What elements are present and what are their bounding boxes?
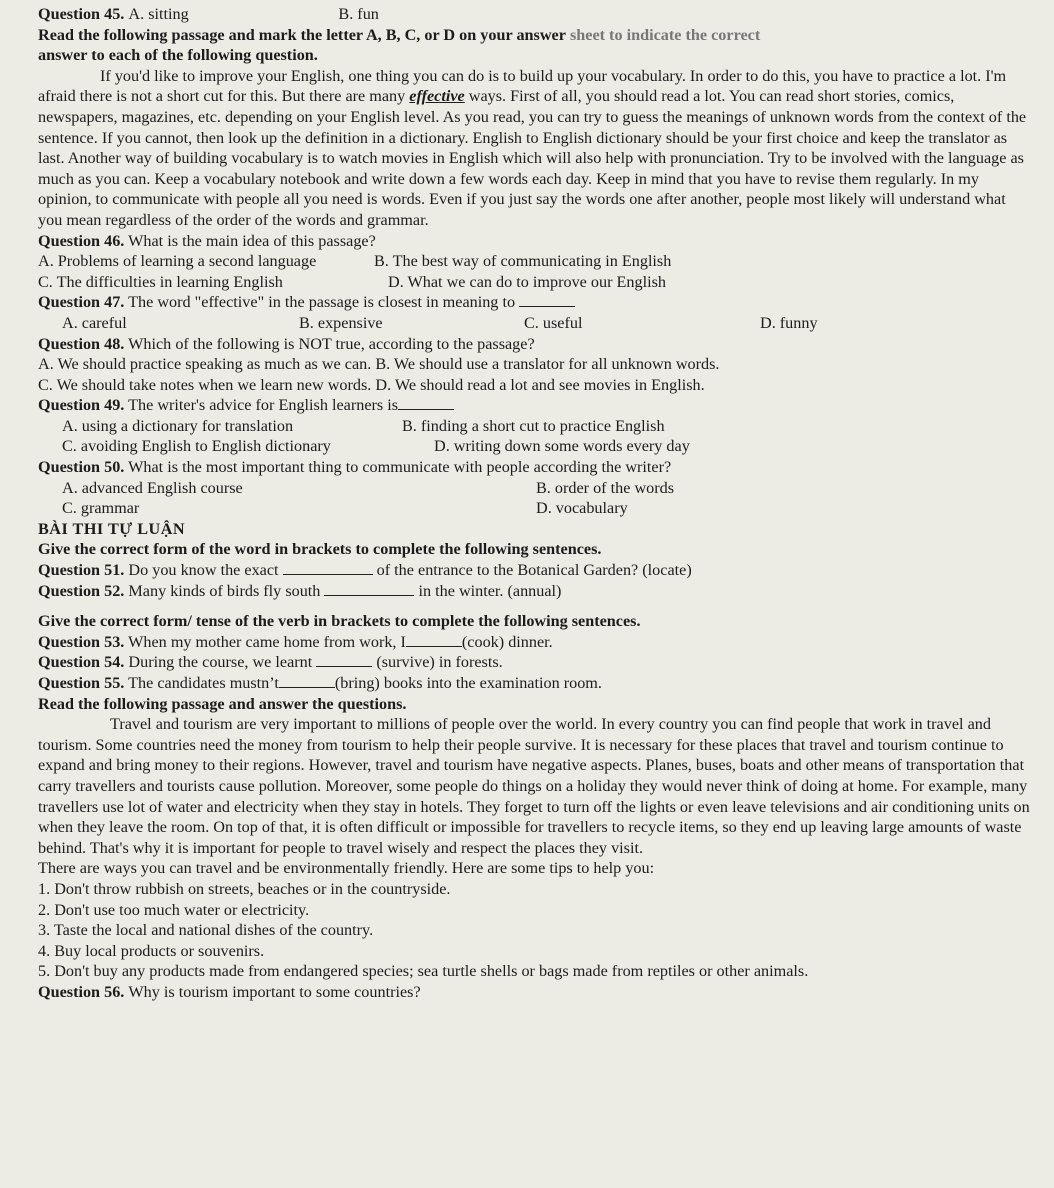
q46-options-1	[38, 251, 1030, 272]
q52	[38, 581, 1030, 602]
q52-label: Question 52.	[38, 581, 125, 600]
q54	[38, 652, 1030, 673]
q55-pre: The candidates mustn’t	[128, 674, 279, 692]
q45-option-a: A. sitting	[128, 5, 189, 23]
q50-option-b: B. order of the words	[536, 478, 675, 497]
q45-option-b: B. fun	[338, 5, 379, 23]
q47-text: The word "effective" in the passage is closest in meaning to	[128, 293, 516, 312]
q51-post: of the entrance to the Botanical Garden? (locate)	[376, 561, 692, 580]
q50-option-d: D. vocabulary	[536, 499, 628, 518]
q48-option-a: A. We should practice speaking as much as we can.	[38, 355, 372, 374]
reading2-paragraph-2: There are ways you can travel and be environmentally friendly. Here are some tips to help you:	[38, 859, 655, 878]
q52-answer-blank[interactable]	[324, 581, 414, 596]
keyword-effective: effective	[409, 87, 465, 106]
tip-item: 5. Don't buy any products made from endangered species; sea turtle shells or bags made from reptiles or other animals.	[38, 962, 809, 981]
tip-item: 3. Taste the local and national dishes of the country.	[38, 921, 374, 940]
q54-pre: During the course, we learnt	[128, 653, 313, 672]
q46-label: Question 46.	[38, 231, 125, 250]
reading1-passage	[38, 66, 1030, 231]
q51	[38, 560, 1030, 581]
q48-option-d: D. We should read a lot and see movies in English.	[375, 375, 705, 394]
q53-label: Question 53.	[38, 632, 125, 651]
q46-option-d: D. What we can do to improve our English	[388, 272, 666, 291]
q47-option-c: C. useful	[524, 313, 583, 332]
q56-text: Why is tourism important to some countries?	[128, 982, 421, 1001]
q49-text: The writer's advice for English learners is	[128, 396, 399, 415]
q49-option-a: A. using a dictionary for translation	[62, 416, 294, 435]
q54-answer-blank[interactable]	[316, 652, 372, 667]
reading1-instruction	[38, 25, 1030, 46]
q46-stem	[38, 231, 1030, 252]
q48-option-c: C. We should take notes when we learn new words.	[38, 375, 372, 394]
reading1-passage-rest: ways. First of all, you should read a lot. You can read short stories, comics, newspapers, magazines, etc. depending on your English level. As you read, you can try to guess the meanings of unknown words from the context of the sentence. If you cannot, then look up the definition in a dictionary. English to English dictionary should be your first choice and keep the translator as last. Another way of building vocabulary is to watch movies in English which will also help with pronunciation. Try to be involved with the language as much as you can. Keep a vocabulary notebook and write down a few words each day. Keep in mind that you have to revise them regularly. In my opinion, to communicate with people all you need is words. Even if you just say the words one after another, people most likely will understand what you mean regardless of the order of the words and grammar.	[38, 87, 1027, 229]
q47-option-a: A. careful	[62, 313, 127, 332]
tip-item: 1. Don't throw rubbish on streets, beaches or in the countryside.	[38, 879, 451, 898]
reading1-instr-tail: sheet to indicate the correct	[569, 25, 761, 44]
q48-label: Question 48.	[38, 334, 125, 353]
q45-label: Question 45.	[38, 5, 125, 23]
q55-post: (bring) books into the examination room.	[334, 674, 602, 692]
tip-item: 4. Buy local products or souvenirs.	[38, 941, 265, 960]
q50-option-a: A. advanced English course	[62, 478, 243, 497]
q50-option-c: C. grammar	[62, 499, 140, 518]
reading1-instruction-2: answer to each of the following question.	[38, 46, 318, 65]
reading2-instruction: Read the following passage and answer the questions.	[38, 694, 407, 713]
q49-option-b: B. finding a short cut to practice English	[402, 416, 665, 435]
q46-options-2	[38, 272, 1030, 293]
q54-post: (survive) in forests.	[376, 653, 503, 672]
q52-post: in the winter. (annual)	[418, 581, 562, 600]
q47-answer-blank[interactable]	[519, 292, 575, 307]
q49-option-c: C. avoiding English to English dictionary	[62, 437, 331, 456]
q46-text: What is the main idea of this passage?	[128, 231, 376, 250]
q51-label: Question 51.	[38, 561, 125, 580]
q50-stem	[38, 457, 1030, 478]
q55	[38, 673, 1030, 694]
q49-option-d: D. writing down some words every day	[434, 437, 690, 456]
q49-options-2	[38, 436, 1030, 457]
essay-instruction-2: Give the correct form/ tense of the verb in brackets to complete the following sentences.	[38, 612, 641, 631]
q53-post: (cook) dinner.	[461, 632, 553, 651]
q56-label: Question 56.	[38, 982, 125, 1001]
q46-option-c: C. The difficulties in learning English	[38, 272, 283, 291]
q50-options-2	[38, 498, 1030, 519]
essay-instruction-1: Give the correct form of the word in brackets to complete the following sentences.	[38, 540, 602, 559]
q56	[38, 982, 1030, 1003]
q49-label: Question 49.	[38, 396, 125, 415]
q47-stem	[38, 292, 1030, 313]
tip-item: 2. Don't use too much water or electricity.	[38, 900, 310, 919]
q51-answer-blank[interactable]	[283, 560, 373, 575]
q48-stem	[38, 334, 1030, 355]
q48-options-1	[38, 354, 1030, 375]
q52-pre: Many kinds of birds fly south	[128, 581, 321, 600]
q50-text: What is the most important thing to communicate with people according the writer?	[128, 458, 672, 477]
q50-label: Question 50.	[38, 458, 125, 477]
q46-option-a: A. Problems of learning a second language	[38, 252, 317, 271]
q53-pre: When my mother came home from work, I	[128, 632, 406, 651]
q47-options	[38, 313, 1030, 334]
q45-row	[38, 4, 1030, 25]
q49-answer-blank[interactable]	[398, 395, 454, 410]
q55-answer-blank[interactable]	[279, 673, 335, 688]
reading2-passage	[38, 714, 1030, 858]
q47-label: Question 47.	[38, 293, 125, 312]
q49-stem	[38, 395, 1030, 416]
q48-text: Which of the following is NOT true, according to the passage?	[128, 334, 535, 353]
essay-heading: BÀI THI TỰ LUẬN	[38, 519, 186, 538]
q47-option-b: B. expensive	[299, 313, 383, 332]
reading1-instr-lead: Read the following passage and mark the letter A, B, C, or D on your answer	[38, 25, 566, 44]
reading1-passage-start: If you'd like to improve your English, one thing you can do is to build up your vocabulary. In order to do this, you have to practice a lot. I'm afraid there is not a short cut for this. But there are many	[38, 66, 1007, 106]
q55-label: Question 55.	[38, 674, 125, 692]
q46-option-b: B. The best way of communicating in English	[374, 252, 672, 271]
q51-pre: Do you know the exact	[128, 561, 279, 580]
q47-option-d: D. funny	[760, 313, 818, 332]
q54-label: Question 54.	[38, 653, 125, 672]
q53	[38, 632, 1030, 653]
q50-options-1	[38, 478, 1030, 499]
q53-answer-blank[interactable]	[406, 632, 462, 647]
reading2-paragraph-1: Travel and tourism are very important to millions of people over the world. In every country you can find people that work in travel and tourism. Some countries need the money from tourism to help their people survive. It is necessary for these places that travel and tourism continue to expand and bring money to their regions. However, travel and tourism have negative aspects. Planes, buses, boats and other means of transportation that carry travellers and tourists cause pollution. Moreover, some people do things on a holiday they would never think of doing at home. For example, many travellers use lot of water and electricity when they stay in hotels. They forget to turn off the lights or even leave televisions and air conditioning units on when they leave the room. On top of that, it is often difficult or impossible for travellers to recycle items, so they end up leaving large amounts of waste behind. That's why it is important for people to travel wisely and respect the places they visit.	[38, 715, 1030, 857]
q48-options-2	[38, 375, 1030, 396]
q48-option-b: B. We should use a translator for all unknown words.	[375, 355, 720, 374]
q49-options-1	[38, 416, 1030, 437]
